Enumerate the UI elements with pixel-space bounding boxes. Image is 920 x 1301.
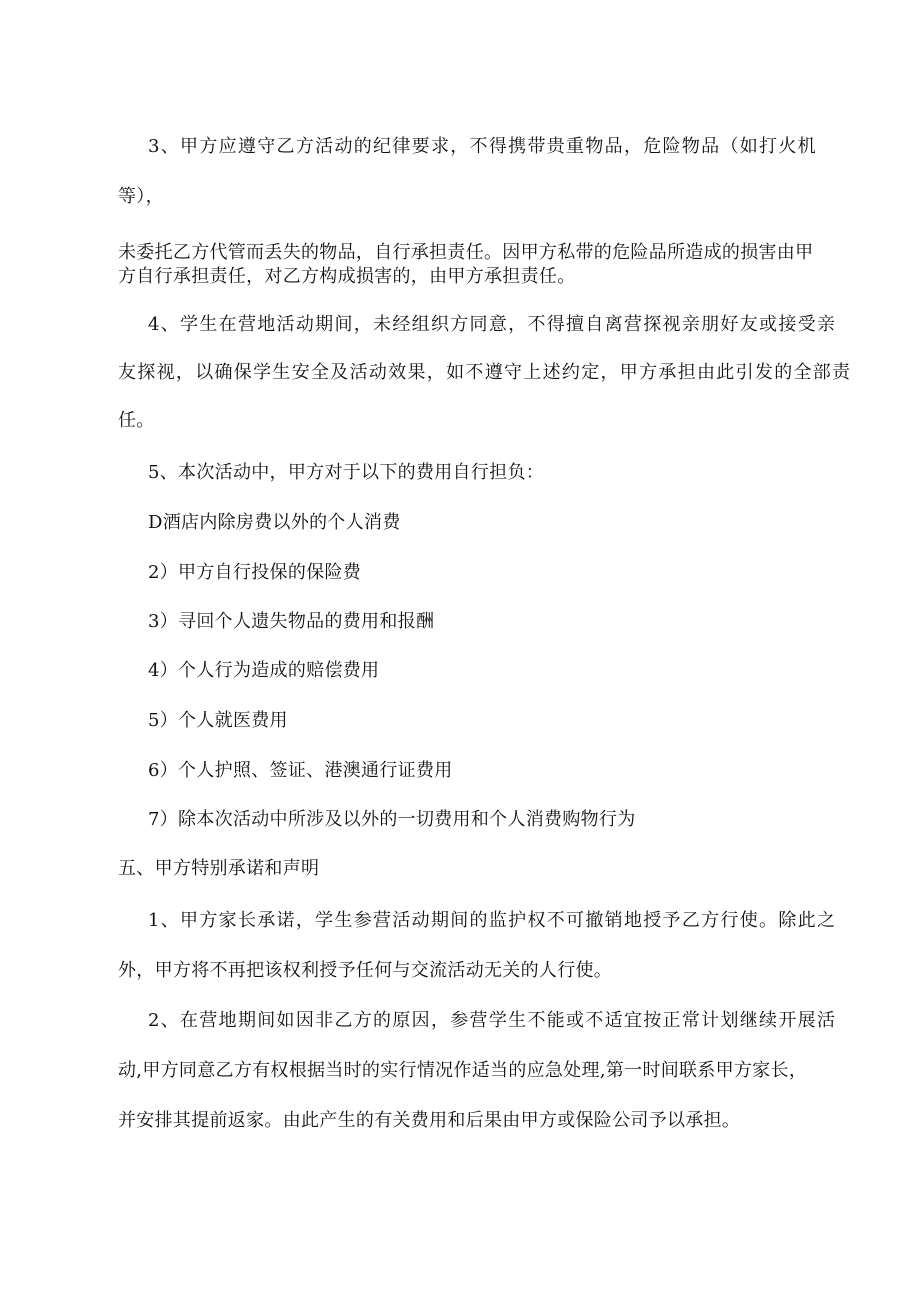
clause-4-line-2: 友探视，以确保学生安全及活动效果，如不遵守上述约定，甲方承担由此引发的全部责 (118, 362, 852, 383)
clause-3-line-3: 未委托乙方代管而丢失的物品，自行承担责任。因甲方私带的危险品所造成的损害由甲 (118, 242, 814, 263)
expense-item-6: 6）个人护照、签证、港澳通行证费用 (148, 760, 453, 781)
promise-1-line-2: 外，甲方将不再把该权利授予任何与交流活动无关的人行使。 (118, 960, 613, 981)
clause-3-line-1: 3、甲方应遵守乙方活动的纪律要求，不得携带贵重物品，危险物品（如打火机 (148, 136, 817, 157)
clause-4-line-1: 4、学生在营地活动期间，未经组织方同意，不得擅自离营探视亲朋好友或接受亲 (148, 314, 837, 335)
promise-2-line-1: 2、在营地期间如因非乙方的原因，参营学生不能或不适宜按正常计划继续开展活 (148, 1010, 837, 1031)
expense-item-7: 7）除本次活动中所涉及以外的一切费用和个人消费购物行为 (148, 809, 636, 830)
clause-3-line-4: 方自行承担责任，对乙方构成损害的，由甲方承担责任。 (118, 266, 576, 287)
promise-1-line-1: 1、甲方家长承诺，学生参营活动期间的监护权不可撤销地授予乙方行使。除此之 (148, 910, 837, 931)
expense-item-3: 3）寻回个人遗失物品的费用和报酬 (148, 611, 435, 632)
clause-4-line-3: 任。 (118, 410, 155, 431)
clause-5-heading: 5、本次活动中，甲方对于以下的费用自行担负： (148, 462, 545, 483)
expense-item-2: 2）甲方自行投保的保险费 (148, 562, 362, 583)
promise-2-line-2: 动,甲方同意乙方有权根据当时的实行情况作适当的应急处理,第一时间联系甲方家长， (118, 1060, 808, 1081)
clause-3-line-2: 等）， (118, 186, 164, 207)
expense-item-4: 4）个人行为造成的赔偿费用 (148, 660, 380, 681)
expense-item-1: D酒店内除房费以外的个人消费 (148, 512, 401, 533)
expense-item-5: 5）个人就医费用 (148, 710, 288, 731)
section-five-heading: 五、甲方特别承诺和声明 (118, 858, 320, 879)
promise-2-line-3: 并安排其提前返家。由此产生的有关费用和后果由甲方或保险公司予以承担。 (118, 1110, 741, 1131)
